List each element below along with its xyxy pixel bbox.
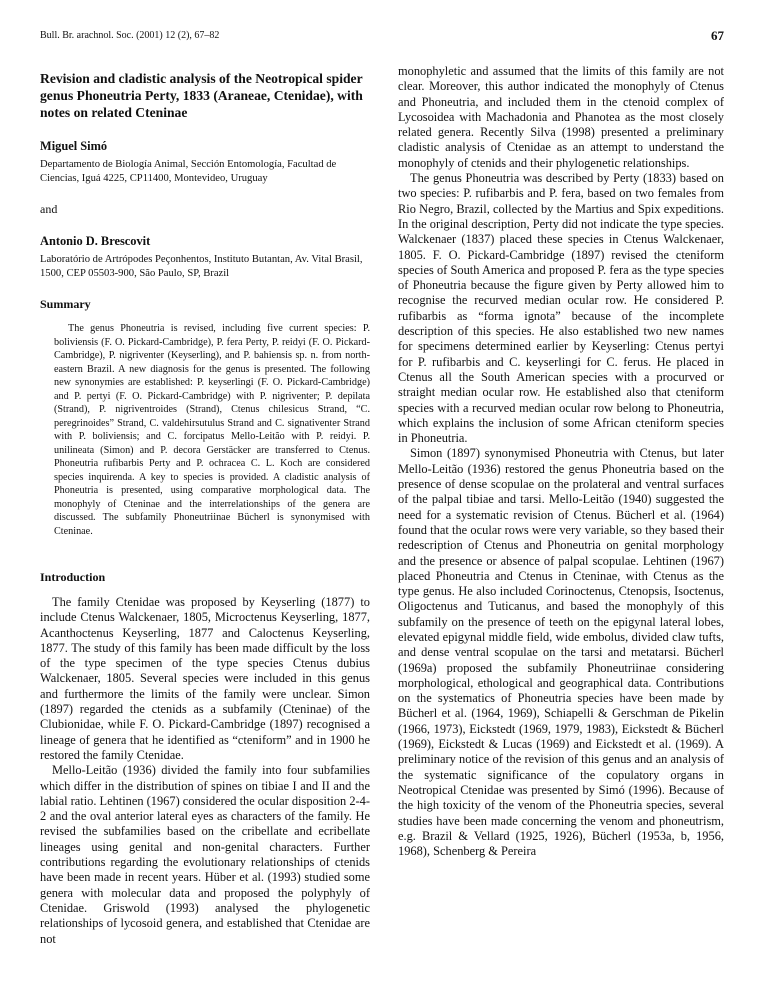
summary-heading: Summary [40,297,91,311]
author-2-affiliation: Laboratório de Artrópodes Peçonhentos, Instituto Butantan, Av. Vital Brasil, 1500, CEP 05503-900, São Paulo, SP, Brazil [40,254,363,279]
introduction-body-right [398,64,724,859]
intro-paragraph-4: Simon (1897) synonymised Phoneutria with Ctenus, but later Mello-Leitão (1936) restored the genus Phoneutria based on the presence of dense scopulae on the prolateral and ventral surfaces of the palpal tibiae and tarsi. Mello-Leitão (1940) suggested the need for a systematic revision of Ctenus. Bücherl et al. (1964) found that the ocular rows were very variable, so they based their redescription of Ctenus and Phoneutria on genital morphology and the presence or absence of palpal scopulae. Lehtinen (1967) placed Phoneutria and Ctenus in Cteninae, with Ctenus as the type genus. He also included Corinoctenus, Ctenopsis, Isoctenus, Oligoctenus and Tuticanus, and based the monophyly of this subfamily on the presence of teeth on the epigynal lateral lobes, elevated epigynal middle field, wide embolus, divided claw tufts, and dense ventral scopulae on the tarsi and metatarsi. Bücherl (1969a) proposed the subfamily Phoneutriinae considering morphological, ethological and geographical data. Contributions on the systematics of Phoneutria species have been made by Bücherl et al. (1964, 1969), Schiapelli & Gerschman de Pikelin (1966, 1973), Eickstedt (1969, 1979, 1983), Eickstedt & Bücherl (1969), Eickstedt & Lucas (1969) and Eickstedt et al. (1969). A preliminary notice of the revision of this genus and an analysis of the systematic significance of the copulatory organs in Neotropical Ctenidae was presented by Simó (1996). Because of the high toxicity of the venom of the Phoneutria species, several studies have been made concerning the venom and phoneutrism, e.g. Brazil & Vellard (1925, 1926), Bücherl (1953a, b, 1956, 1968), Schenberg & Pereira [398,446,724,859]
author-1-affiliation: Departamento de Biología Animal, Sección Entomología, Facultad de Ciencias, Iguá 4225, CP11400, Montevideo, Uruguay [40,159,337,184]
summary-text: The genus Phoneutria is revised, including five current species: P. boliviensis (F. O. Pickard-Cambridge), P. fera Perty, P. reidyi (F. O. Pickard-Cambridge), P. nigriventer (Keyserling), and P. bahiensis sp. n. from north-eastern Brazil. A new diagnosis for the genus is presented. The following new synonymies are established: P. keyserlingi (F. O. Pickard-Cambridge) and P. pertyi (F. O. Pickard-Cambridge) with P. nigriventer; P. depilata (Strand), P. nigriventroides (Strand), Ctenus chilesicus Strand, “C. peregrinoides” Strand, C. valdehirsutulus Strand and C. signativenter Strand with P. boliviensis; and C. forcipatus Mello-Leitão with P. reidyi. P. unilineata (Simon) and P. decora Gerstäcker are transferred to Ctenus. Phoneutria rufibarbis Perty and P. ochracea C. L. Koch are considered species inquirenda. A key to species is provided. A cladistic analysis of Phoneutria is presented, using comparative morphological data. The monophyly of Cteninae and the interrelationships of the genera are discussed. The subfamily Phoneutriinae Bücherl is synonymised with Cteninae. [54,323,370,537]
intro-paragraph-2-continued: monophyletic and assumed that the limits of this family are not clear. Moreover, this author indicated the monophyly of Ctenus and Phoneutria, and included them in the ctenoid complex of Lycosoidea with Machadonia and Phanotea as the most closely related genera. Recently Silva (1998) presented a preliminary cladistic analysis of Ctenidae as an attempt to understand the monophyly of ctenids and their phylogenetic relationships. [398,64,724,170]
article-title: Revision and cladistic analysis of the Neotropical spider genus Phoneutria Perty, 1833 (Araneae, Ctenidae), with notes on related Cteninae [40,71,363,120]
intro-paragraph-3: The genus Phoneutria was described by Perty (1833) based on two species: P. rufibarbis and P. fera, based on two females from Rio Negro, Brazil, collected by the Martius and Spix expeditions. In the original description, Perty did not indicate the type species. Walckenaer (1837) placed these species in Ctenus Walckenaer, 1805. F. O. Pickard-Cambridge (1897) revised the cteniform species of South America and proposed P. fera as the type species of Phoneutria because the figure given by Perty allowed him to recognise the recurved median ocular row. He considered P. rufibarbis as “forma ignota” because of the incomplete description of this species. He also established two new names for specimens determined earlier by Keyserling: Ctenus pertyi for P. rufibarbis and C. keyserlingi for C. ferus. He placed in Ctenus all the South American species with a procurved or straight median ocular row. He established also that cteniform species with a recurved median ocular row belong to Phoneutria, which explains the inclusion of some African cteniform species in Phoneutria. [398,171,724,446]
right-column [398,64,724,859]
intro-paragraph-2: Mello-Leitão (1936) divided the family into four subfamilies which differ in the distribution of spines on tibiae I and II and the labial ratio. Lehtinen (1967) considered the ocular disposition 2-4-2 and the oval anterior lateral eyes as characters of the family. He revised the subfamilies based on the cribellate and ecribellate lineages using genital and non-genital characters. Further contributions regarding the evolutionary relationships of ctenids have been made in recent years. Hüber et al. (1993) studied some genera with molecular data and proposed the polyphyly of Ctenidae. Griswold (1993) analysed the phylogenetic relationships of lycosoid genera, and established that Ctenidae are not [40,763,370,946]
author-conjunction: and [40,202,58,216]
author-2-name: Antonio D. Brescovit [40,234,151,248]
page-number: 67 [711,28,724,43]
introduction-body-left [40,595,370,947]
intro-paragraph-1: The family Ctenidae was proposed by Keyserling (1877) to include Ctenus Walckenaer, 1805, Microctenus Keyserling, 1877, Acanthoctenus Keyserling, 1877 and Caloctenus Keyserling, 1877. The study of this family has been made difficult by the loss of the type specimen of the type species Ctenus dubius Walckenaer, 1805. Several species were included in this genus and furthermore the limits of the family were unclear. Simon (1897) regarded the ctenids as a subfamily (Cteninae) of the Clubionidae, while F. O. Pickard-Cambridge (1897) recognised a lineage of genera that he identified as “cteniform” and in 1900 he restored the family Ctenidae. [40,595,370,762]
left-column [40,70,370,947]
running-head: Bull. Br. arachnol. Soc. (2001) 12 (2), 67–82 [40,30,220,41]
introduction-heading: Introduction [40,570,106,584]
author-1-name: Miguel Simó [40,139,108,153]
